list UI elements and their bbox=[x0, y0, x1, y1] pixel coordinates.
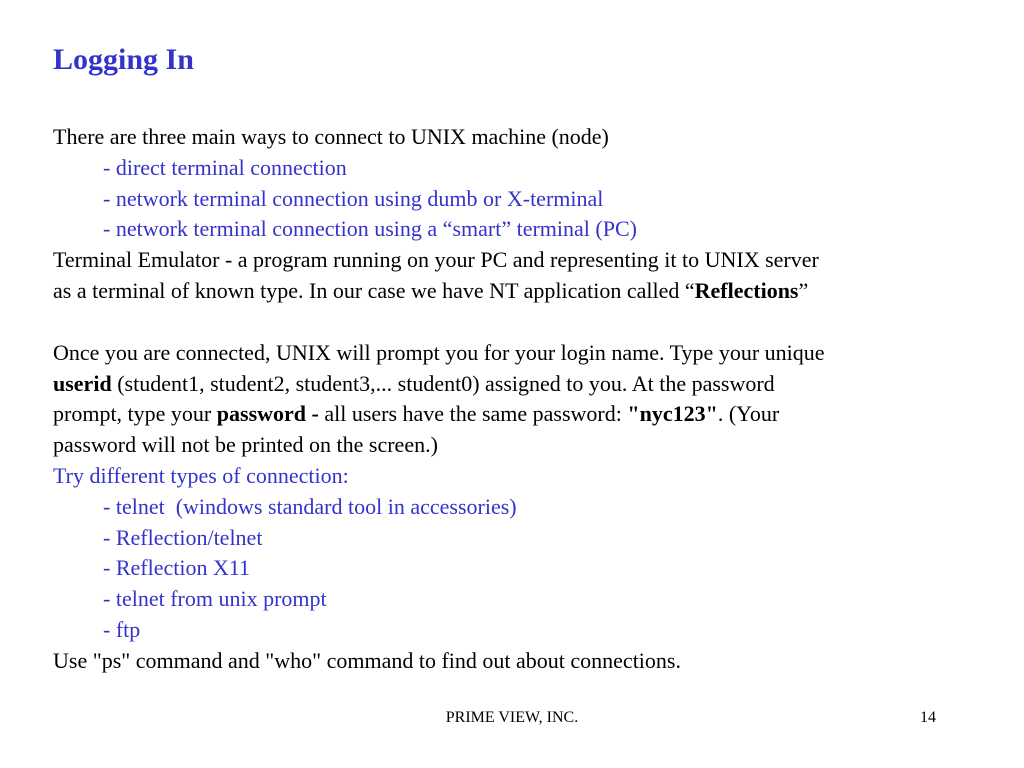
emulator-text-line1: Terminal Emulator - a program running on your PC and representing it to UNIX server bbox=[53, 247, 819, 273]
paragraph-gap bbox=[53, 307, 993, 338]
login-text-line3-post: . (Your bbox=[717, 401, 780, 427]
emulator-text-pre: as a terminal of known type. In our case we have NT application called “ bbox=[53, 277, 695, 303]
footer-company: PRIME VIEW, INC. bbox=[445, 709, 579, 726]
login-text-line3 bbox=[53, 399, 993, 430]
login-text-line3-pre: prompt, type your bbox=[53, 401, 217, 427]
login-text-line3-mid: all users have the same password: bbox=[318, 401, 628, 427]
connection-type-item: - Reflection/telnet bbox=[103, 524, 263, 550]
password-value: "nyc123" bbox=[627, 401, 718, 427]
connection-option: - network terminal connection using dumb or X-terminal bbox=[103, 185, 604, 211]
slide-title: Logging In bbox=[53, 43, 194, 76]
closing-text: Use "ps" command and "who" command to find out about connections. bbox=[53, 647, 681, 673]
connection-option: - direct terminal connection bbox=[103, 154, 347, 180]
password-term: password - bbox=[216, 401, 319, 427]
intro-text: There are three main ways to connect to UNIX machine (node) bbox=[53, 124, 609, 149]
connection-option: - network terminal connection using a “smart” terminal (PC) bbox=[103, 216, 637, 242]
login-text-line4: password will not be printed on the screen.) bbox=[53, 432, 438, 458]
slide-body bbox=[53, 122, 993, 677]
connection-type-item: - Reflection X11 bbox=[103, 555, 251, 581]
connection-type-item: - telnet (windows standard tool in accessories) bbox=[103, 493, 517, 519]
connection-type-item: - ftp bbox=[103, 616, 141, 642]
login-text-line2 bbox=[53, 369, 993, 400]
login-text-line1: Once you are connected, UNIX will prompt you for your login name. Type your unique bbox=[53, 339, 825, 365]
connection-type-item: - telnet from unix prompt bbox=[103, 586, 327, 612]
userid-term: userid bbox=[53, 370, 112, 396]
login-text-line2-rest: (student1, student2, student3,... student0) assigned to you. At the password bbox=[111, 370, 775, 396]
emulator-text-line2 bbox=[53, 276, 993, 307]
reflections-term: Reflections bbox=[694, 277, 799, 303]
page-number: 14 bbox=[920, 709, 936, 726]
connection-types-heading: Try different types of connection: bbox=[53, 462, 349, 488]
emulator-text-post: ” bbox=[798, 277, 809, 303]
